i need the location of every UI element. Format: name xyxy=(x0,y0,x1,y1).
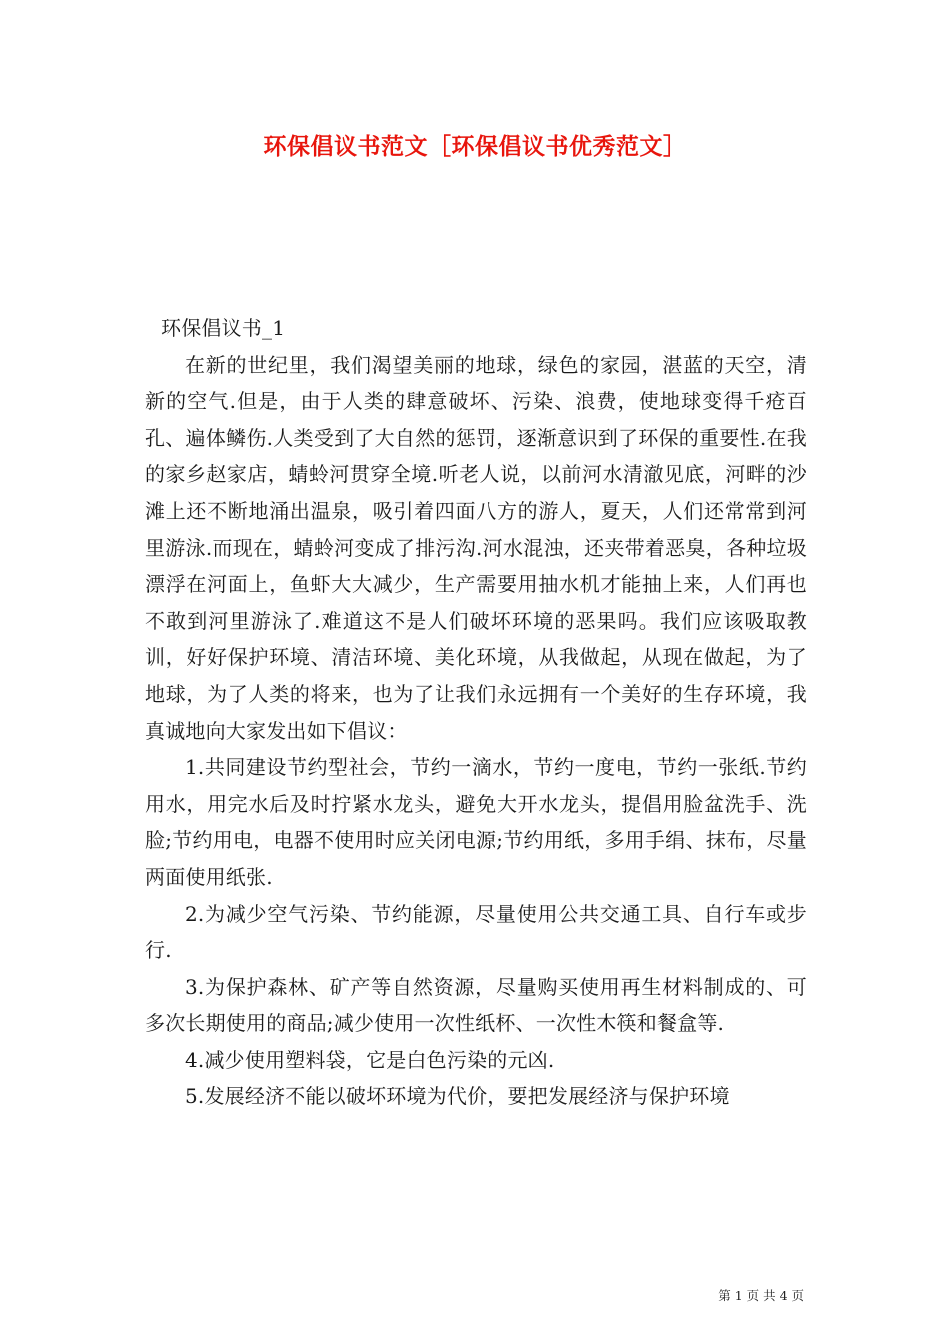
paragraph-item-5: 5.发展经济不能以破坏环境为代价，要把发展经济与保护环境 xyxy=(185,1084,730,1109)
section-subheading: 环保倡议书_1 xyxy=(161,316,286,340)
document-title: 环保倡议书范文［环保倡议书优秀范文］ xyxy=(263,133,687,160)
paragraph-item-2: 2.为减少空气污染、节约能源，尽量使用公共交通工具、自行车或步行. xyxy=(145,901,807,963)
paragraph-item-4: 4.减少使用塑料袋，它是白色污染的元凶. xyxy=(185,1047,555,1072)
paragraph-item-1: 1.共同建设节约型社会，节约一滴水，节约一度电，节约一张纸.节约用水，用完水后及时拧紧水龙头，避免大开水龙头，提倡用脸盆洗手、洗脸;节约用电，电器不使用时应关闭电源;节约用纸，多用手绢、抹布，尽量两面使用纸张. xyxy=(145,755,807,889)
document-body xyxy=(145,310,807,1115)
paragraph-intro: 在新的世纪里，我们渴望美丽的地球，绿色的家园，湛蓝的天空，清新的空气.但是，由于人类的肆意破坏、污染、浪费，使地球变得千疮百孔、遍体鳞伤.人类受到了大自然的惩罚，逐渐意识到了环保的重要性.在我的家乡赵家店，蜻蛉河贯穿全境.听老人说，以前河水清澈见底，河畔的沙滩上还不断地涌出温泉，吸引着四面八方的游人，夏天，人们还常常到河里游泳.而现在，蜻蛉河变成了排污沟.河水混浊，还夹带着恶臭，各种垃圾漂浮在河面上，鱼虾大大减少，生产需要用抽水机才能抽上来，人们再也不敢到河里游泳了.难道这不是人们破坏环境的恶果吗。我们应该吸取教训，好好保护环境、清洁环境、美化环境，从我做起，从现在做起，为了地球，为了人类的将来，也为了让我们永远拥有一个美好的生存环境，我真诚地向大家发出如下倡议： xyxy=(145,352,807,743)
paragraph-item-3: 3.为保护森林、矿产等自然资源，尽量购买使用再生材料制成的、可多次长期使用的商品;减少使用一次性纸杯、一次性木筷和餐盒等. xyxy=(145,974,807,1036)
page-number-footer: 第 1 页 共 4 页 xyxy=(718,1288,804,1303)
